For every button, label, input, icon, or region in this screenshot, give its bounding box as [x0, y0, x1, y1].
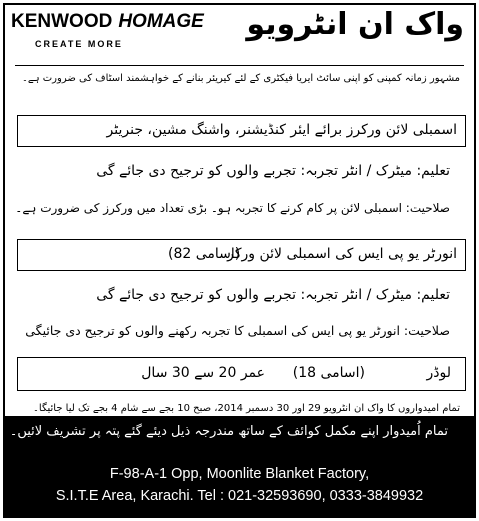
interview-schedule: تمام امیدواروں کا واک ان انٹرویو 29 اور 30 دسمبر 2014، صبح 10 بجے سے شام 4 بجے تک لیا جائیگا۔	[33, 403, 460, 414]
section2-skill: صلاحیت: انورٹر یو پی ایس کی اسمبلی کا تجربہ رکھنے والوں کو ترجیح دی جائیگی	[25, 323, 450, 338]
section2-title: انورٹر یو پی ایس کی اسمبلی لائن ورکر	[227, 246, 457, 262]
brand-name-kenwood: KENWOOD	[11, 11, 113, 32]
section2-count: (اسامی 82)	[168, 246, 241, 262]
headline: واک ان انٹرویو	[246, 7, 464, 42]
intro-text: مشہور زمانہ کمپنی کو اپنی سائٹ ایریا فیکٹری کے لئے کیریئر بنانے کے خواہشمند اسٹاف کی ضرورت ہے۔	[22, 73, 460, 84]
section3-title: لوڈر	[426, 365, 451, 381]
header-divider	[15, 65, 464, 66]
section3-title-box	[17, 357, 466, 391]
job-advertisement	[3, 3, 476, 518]
brand-logo	[11, 11, 211, 57]
section3-age: عمر 20 سے 30 سال	[141, 365, 265, 381]
brand-tagline: CREATE MORE	[35, 39, 123, 49]
section2-education: تعلیم: میٹرک / انٹر تجربہ: تجربے والوں کو ترجیح دی جائے گی	[96, 287, 450, 303]
section1-title: اسمبلی لائن ورکرز برائے ایئر کنڈیشنر، واشنگ مشین، جنریٹر	[106, 122, 457, 138]
footer-panel	[5, 416, 474, 516]
section3-count: (اسامی 18)	[292, 365, 365, 381]
ad-header	[5, 5, 474, 63]
section2-title-box	[17, 239, 466, 271]
brand-wordmark	[11, 11, 211, 33]
section1-education: تعلیم: میٹرک / انٹر تجربہ: تجربے والوں کو ترجیح دی جائے گی	[96, 163, 450, 179]
section1-skill: صلاحیت: اسمبلی لائن پر کام کرنے کا تجربہ ہو۔ بڑی تعداد میں ورکرز کی ضرورت ہے۔	[15, 201, 450, 215]
section1-title-box	[17, 115, 466, 147]
brand-name-homage: HOMAGE	[118, 11, 204, 32]
address-line-2: S.I.T.E Area, Karachi. Tel : 021-32593690, 0333-3849932	[55, 488, 424, 504]
address-line-1: F-98-A-1 Opp, Moonlite Blanket Factory,	[109, 466, 370, 482]
footer-note: تمام اُمیدوار اپنے مکمل کوائف کے ساتھ مندرجہ ذیل دیئے گئے پتہ پر تشریف لائیں۔	[9, 424, 448, 439]
